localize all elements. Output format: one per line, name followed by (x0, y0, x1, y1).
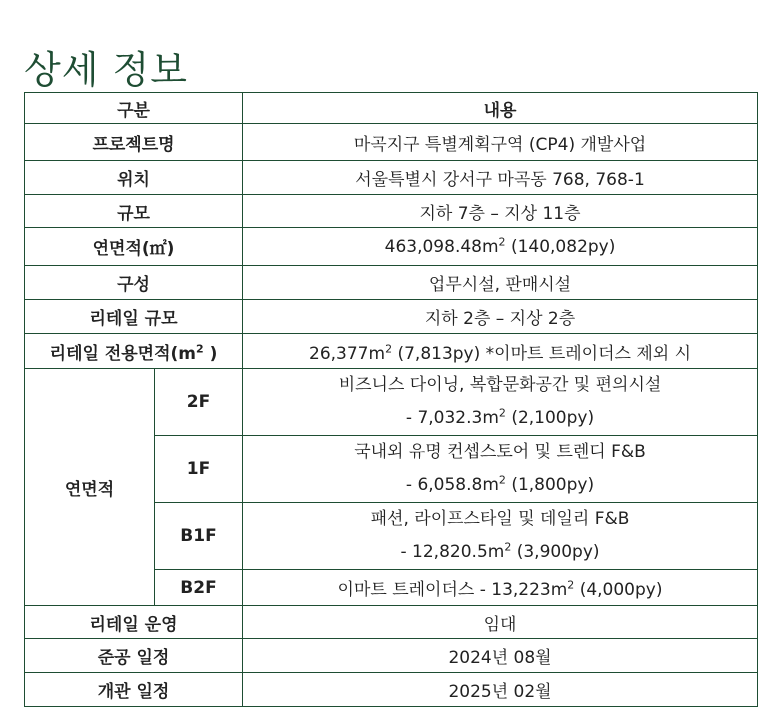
table-row (25, 228, 758, 266)
floor-area (247, 469, 753, 502)
row-value (243, 228, 758, 266)
superscript: 2 (498, 234, 506, 248)
floor-desc: 비즈니스 다이닝, 복합문화공간 및 편의시설 (338, 375, 662, 395)
details-table (24, 92, 758, 707)
floor-row-2f (25, 369, 758, 436)
value-text: 463,098.48m (384, 236, 499, 257)
value-text: 26,377m (309, 343, 386, 364)
superscript: 2 (196, 341, 204, 355)
area-text: (2,100py) (505, 408, 595, 428)
floor-group-label: 연면적 (25, 369, 155, 606)
row-value: 서울특별시 강서구 마곡동 768, 768-1 (243, 161, 758, 195)
area-text: - 12,820.5m (400, 542, 505, 562)
table-row (25, 124, 758, 161)
header-label: 구분 (25, 93, 243, 124)
row-value: 업무시설, 판매시설 (243, 266, 758, 300)
row-label: 구성 (25, 266, 243, 300)
table-row (25, 300, 758, 334)
floor-desc: 국내외 유명 컨셉스토어 및 트렌디 F&B (354, 442, 646, 462)
table-row (25, 334, 758, 369)
row-label: 연면적(㎡) (25, 228, 243, 266)
table-header-row (25, 93, 758, 124)
table-row (25, 161, 758, 195)
row-label: 리테일 규모 (25, 300, 243, 334)
superscript: 2 (498, 473, 506, 487)
superscript: 2 (498, 406, 506, 420)
row-label (25, 334, 243, 369)
row-label: 프로젝트명 (25, 124, 243, 161)
row-label: 개관 일정 (25, 673, 243, 707)
page-title: 상세 정보 (24, 48, 188, 93)
header-value: 내용 (243, 93, 758, 124)
label-text: ) (203, 343, 218, 364)
table-row (25, 606, 758, 639)
row-value: 임대 (243, 606, 758, 639)
floor-label: B2F (155, 570, 243, 606)
floor-value (243, 503, 758, 570)
row-label: 준공 일정 (25, 639, 243, 673)
table-row (25, 673, 758, 707)
table-row (25, 639, 758, 673)
row-value: 지하 2층 – 지상 2층 (243, 300, 758, 334)
floor-value (243, 570, 758, 606)
row-value: 2025년 02월 (243, 673, 758, 707)
superscript: 2 (504, 540, 512, 554)
floor-value (243, 436, 758, 503)
row-value: 마곡지구 특별계획구역 (CP4) 개발사업 (243, 124, 758, 161)
floor-label: B1F (155, 503, 243, 570)
floor-value (243, 369, 758, 436)
floor-area (247, 402, 753, 435)
value-text: (140,082py) (505, 236, 616, 257)
floor-label: 1F (155, 436, 243, 503)
row-label: 위치 (25, 161, 243, 195)
row-value: 지하 7층 – 지상 11층 (243, 195, 758, 228)
value-text: (7,813py) *이마트 트레이더스 제외 시 (392, 343, 692, 364)
row-value (243, 334, 758, 369)
label-text: 리테일 전용면적(m (49, 343, 196, 364)
area-text: 이마트 트레이더스 - 13,223m (337, 580, 568, 600)
floor-desc: 패션, 라이프스타일 및 데일리 F&B (370, 509, 630, 529)
row-label: 리테일 운영 (25, 606, 243, 639)
area-text: (1,800py) (505, 475, 595, 495)
row-label: 규모 (25, 195, 243, 228)
floor-label: 2F (155, 369, 243, 436)
area-text: (4,000py) (574, 580, 663, 600)
table-row (25, 266, 758, 300)
area-text: - 7,032.3m (405, 408, 499, 428)
area-text: (3,900py) (511, 542, 600, 562)
table-row (25, 195, 758, 228)
superscript: 2 (385, 341, 393, 355)
floor-area (247, 536, 753, 569)
superscript: 2 (567, 578, 575, 592)
row-value: 2024년 08월 (243, 639, 758, 673)
area-text: - 6,058.8m (405, 475, 499, 495)
